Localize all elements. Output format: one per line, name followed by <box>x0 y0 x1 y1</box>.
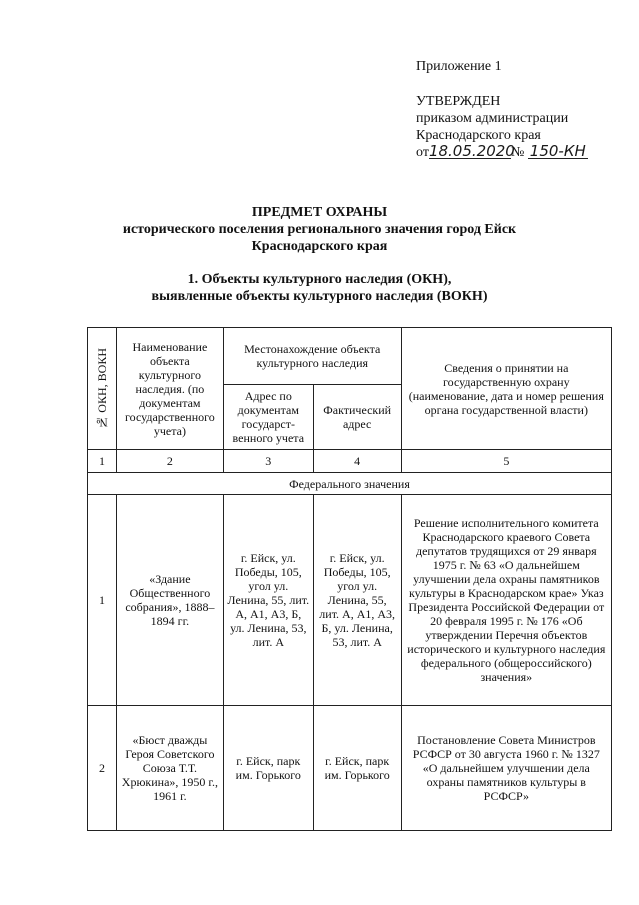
handwritten-number: 150-КН <box>528 144 588 159</box>
column-numbers-row <box>88 450 612 473</box>
title-line-2: исторического поселения регионального значения город Ейск <box>122 222 517 237</box>
row-num: 1 <box>88 495 117 706</box>
header-num <box>88 328 117 450</box>
column-number: 2 <box>116 450 223 473</box>
table-row <box>88 495 612 706</box>
row-protection: Решение исполнительного комитета Краснодарского краевого Совета депутатов трудящихся от 29 января 1975 г. № 63 «О дальнейшем улучшении дела охраны памятников культуры в Краснодарском крае» Указ Президента Российской Федерации от 20 февраля 1995 г. № 176 «Об утверждении Перечня объектов исторического и культурного наследия федерального (общероссийского) значения» <box>401 495 611 706</box>
column-number: 4 <box>313 450 401 473</box>
header-row-1 <box>88 328 612 385</box>
row-name: «Здание Общественного собрания», 1888–1894 гг. <box>116 495 223 706</box>
table-row <box>88 706 612 831</box>
header-name: Наименование объекта культурного наследия. (по документам государственного учета) <box>116 328 223 450</box>
column-number: 1 <box>88 450 117 473</box>
column-number: 3 <box>223 450 313 473</box>
header-actual-address: Фактический адрес <box>313 385 401 450</box>
number-label: № <box>510 145 525 160</box>
section-title-line-2: выявленные объекты культурного наследия (ВОКН) <box>151 289 488 304</box>
row-doc-address: г. Ейск, ул. Победы, 105, угол ул. Ленина, 55, лит. А, А1, А3, Б, ул. Ленина, 53, лит. А <box>223 495 313 706</box>
row-num: 2 <box>88 706 117 831</box>
header-doc-address: Адрес по документам государст-венного учета <box>223 385 313 450</box>
section-label: Федерального значения <box>88 473 612 495</box>
row-actual-address: г. Ейск, ул. Победы, 105, угол ул. Ленина, 55, лит. А, А1, А3, Б, ул. Ленина, 53, лит. А <box>313 495 401 706</box>
appendix-label: Приложение 1 <box>416 59 502 74</box>
section-row <box>88 473 612 495</box>
heritage-table <box>87 327 612 831</box>
section-title <box>0 271 639 305</box>
section-title-line-1: 1. Объекты культурного наследия (ОКН), <box>187 272 452 287</box>
handwritten-date: 18.05.2020 <box>428 142 515 160</box>
column-number: 5 <box>401 450 611 473</box>
document-title <box>0 204 639 255</box>
header-protection: Сведения о принятии на государственную охрану (наименование, дата и номер решения органа государственной власти) <box>401 328 611 450</box>
row-actual-address: г. Ейск, парк им. Горького <box>313 706 401 831</box>
title-line-1: ПРЕДМЕТ ОХРАНЫ <box>251 205 388 220</box>
row-protection: Постановление Совета Министров РСФСР от 30 августа 1960 г. № 1327 «О дальнейшем улучшении дела охраны памятников культуры в РСФСР» <box>401 706 611 831</box>
title-line-3: Краснодарского края <box>251 239 388 254</box>
header-num-label: № ОКН, ВОКН <box>94 347 109 430</box>
header-location-group: Местонахождение объекта культурного наследия <box>223 328 401 385</box>
approval-line-1: приказом администрации <box>416 111 569 126</box>
approved-label: УТВЕРЖДЕН <box>416 94 501 109</box>
from-label: от <box>416 145 429 160</box>
row-name: «Бюст дважды Героя Советского Союза Т.Т. Хрюкина», 1950 г., 1961 г. <box>116 706 223 831</box>
approval-block <box>416 58 588 161</box>
approval-line-2: Краснодарского края <box>416 128 541 143</box>
row-doc-address: г. Ейск, парк им. Горького <box>223 706 313 831</box>
order-date-number <box>416 144 588 161</box>
